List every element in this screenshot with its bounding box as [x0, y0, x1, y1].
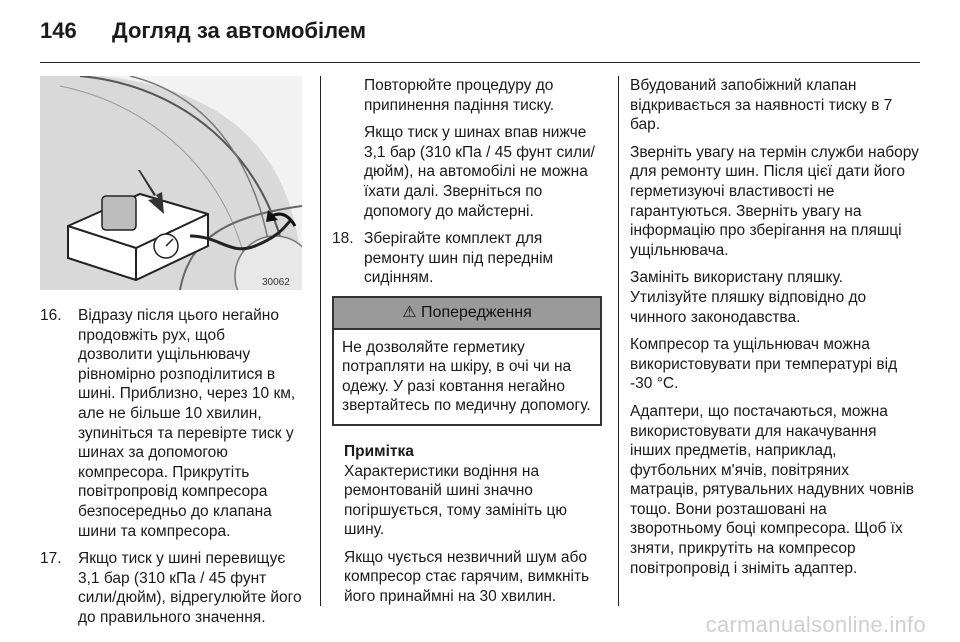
figure-code: 30062 — [262, 277, 290, 288]
paragraph: Зверніть увагу на термін служби набору для ремонту шин. Після цієї дати його герметизуючі властивості не гарантуються. Зверніть увагу на інформацію про зберігання на пляшці ущільнювача. — [630, 143, 919, 259]
item-number: 17. — [40, 550, 62, 568]
header-rule — [40, 62, 920, 63]
paragraph: Якщо чується незвичний шум або компресор стає гарячим, вимкніть його принаймні на 30 хвилин. — [344, 548, 590, 606]
watermark: carmanualsonline.info — [705, 612, 926, 637]
compressor-illustration — [40, 76, 302, 290]
page-title: Догляд за автомобілем — [112, 18, 367, 43]
paragraph: Вбудований запобіжний клапан відкривається за наявності тиску в 7 бар. — [630, 77, 893, 134]
list-item — [332, 229, 602, 288]
item-text: Якщо тиск у шині перевищує 3,1 бар (310 кПа / 45 фунт сили/дюйм), відрегулюйте його до правильного значення. — [78, 550, 302, 626]
paragraph: Якщо тиск у шинах впав нижче 3,1 бар (310 кПа / 45 фунт сили/дюйм), на автомобілі не можна їхати далі. Зверніться по допомогу до майстерні. — [364, 124, 595, 220]
warning-text: Не дозволяйте герметику потрапляти на шкіру, в очі чи на одежу. У разі ковтання негайно звертайтесь по медичну допомогу. — [342, 338, 591, 415]
list-item — [40, 549, 302, 627]
paragraph: Компресор та ущільнювач можна використовувати при температурі від -30 °C. — [630, 336, 898, 393]
paragraph: Замініть використану пляшку. Утилізуйте пляшку відповідно до чинного законодавства. — [630, 269, 867, 326]
note-title: Примітка — [344, 442, 414, 460]
page-number: 146 — [40, 18, 77, 43]
item-number: 18. — [332, 230, 354, 248]
warning-title: Попередження — [421, 303, 532, 321]
warning-header — [334, 298, 600, 330]
paragraph: Адаптери, що постачаються, можна використовувати для накачування інших предметів, наприклад, футбольних м'ячів, повітряних матраців, рятувальних надувних човнів тощо. Вони розташовані на зворотньому боці компресора. Щоб їх зняти, прикрутіть на компресор повітропровід і зніміть адаптер. — [630, 402, 915, 577]
paragraph: Повторюйте процедуру до припинення падіння тиску. — [364, 77, 555, 114]
item-number: 16. — [40, 307, 62, 324]
item-text: Відразу після цього негайно продовжіть рух, щоб дозволити ущільнювачу рівномірно розподілитися в шині. Приблизно, через 10 км, але не більше 10 хвилин, зупиніться та перевірте тиск у шинах за допомогою компресора. Прикрутіть повітропровід компресора безпосередньо до клапана шини та компресора. — [78, 307, 296, 540]
column-divider — [618, 76, 619, 606]
warning-icon: ⚠ — [402, 303, 417, 321]
note — [332, 442, 602, 607]
column-2 — [332, 76, 602, 615]
column-3 — [630, 76, 920, 586]
warning-box — [332, 296, 602, 426]
column-1 — [40, 306, 302, 636]
page-header — [40, 16, 366, 46]
list-item — [40, 306, 302, 541]
item-text: Зберігайте комплект для ремонту шин під переднім сидінням. — [364, 230, 554, 287]
column-divider — [320, 76, 321, 606]
note-text: Характеристики водіння на ремонтованій шині значно погіршується, тому замініть цю шину. — [344, 462, 568, 539]
